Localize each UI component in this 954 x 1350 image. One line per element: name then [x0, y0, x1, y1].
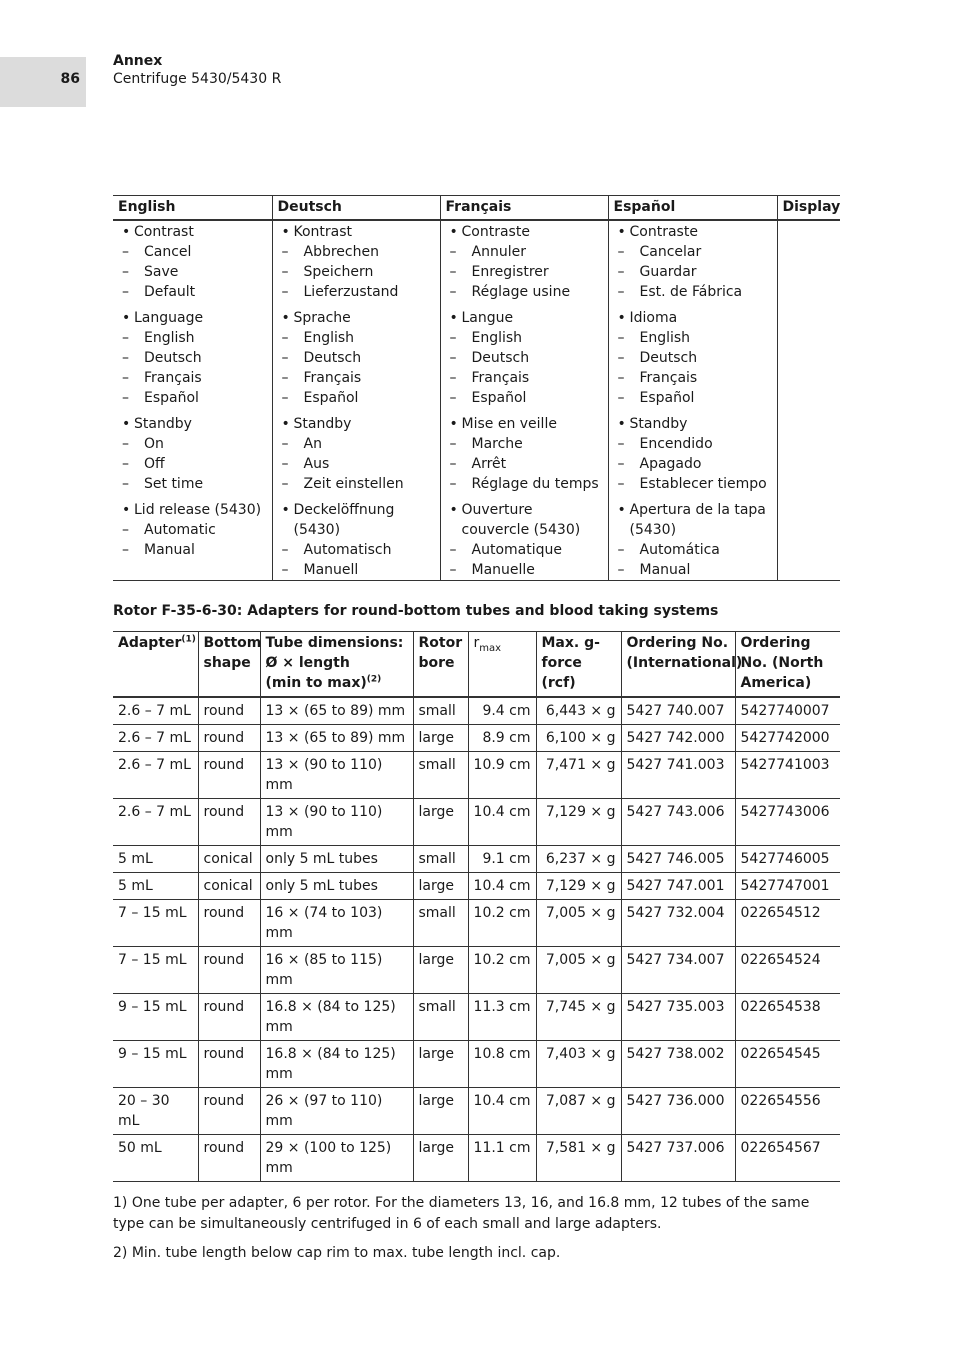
- menu-subitem: – Réglage usine: [450, 282, 603, 302]
- cell-bottom-shape: round: [198, 799, 260, 846]
- menu-item: • Sprache: [282, 308, 435, 328]
- cell-adapter: 2.6 – 7 mL: [113, 799, 198, 846]
- menu-item: • Contraste: [450, 222, 603, 242]
- cell-rmax: 10.9 cm: [468, 752, 536, 799]
- menu-subitem: – Deutsch: [618, 348, 772, 368]
- table-row: [113, 752, 840, 799]
- cell-rotor-bore: large: [413, 1135, 468, 1182]
- menu-subitem: – Est. de Fábrica: [618, 282, 772, 302]
- header-rotor-bore: Rotor bore: [413, 632, 468, 698]
- table-header-row: [113, 196, 840, 221]
- cell-adapter: 5 mL: [113, 873, 198, 900]
- footnote-ref-1: (1): [181, 634, 196, 645]
- menu-group: [618, 222, 772, 302]
- menu-item: • Language: [122, 308, 267, 328]
- rotor-section-title: Rotor F-35-6-30: Adapters for round-bottom tubes and blood taking systems: [113, 603, 719, 619]
- menu-group: [122, 308, 267, 408]
- header-display: Display: [782, 199, 841, 215]
- cell-ordering-na: 5427740007: [740, 703, 830, 719]
- cell-ordering-intl: 5427 747.001: [621, 873, 735, 900]
- cell-ordering-intl: 5427 742.000: [621, 725, 735, 752]
- cell-rotor-bore: large: [413, 873, 468, 900]
- menu-group: [450, 414, 603, 494]
- menu-subitem: – Français: [282, 368, 435, 388]
- cell-tube-dimensions: 29 × (100 to 125) mm: [260, 1135, 413, 1182]
- menu-subitem: – Set time: [122, 474, 267, 494]
- cell-max-gforce: 7,087 × g: [536, 1088, 621, 1135]
- cell-adapter: 7 – 15 mL: [113, 900, 198, 947]
- menu-item: • Lid release (5430): [122, 500, 267, 520]
- cell-tube-dimensions: only 5 mL tubes: [260, 846, 413, 873]
- menu-item: • Idioma: [618, 308, 772, 328]
- menu-group: [618, 500, 772, 580]
- menu-subitem: – Automática: [618, 540, 772, 560]
- menu-subitem: – Annuler: [450, 242, 603, 262]
- menu-subitem: – Abbrechen: [282, 242, 435, 262]
- cell-rmax: 9.1 cm: [468, 846, 536, 873]
- menu-group: [618, 414, 772, 494]
- table-row: [113, 220, 840, 581]
- lang-cell-0: [113, 220, 272, 581]
- cell-max-gforce: 7,129 × g: [536, 873, 621, 900]
- menu-subitem: – Automatique: [450, 540, 603, 560]
- table-header-row: [113, 632, 840, 698]
- cell-rotor-bore: small: [413, 752, 468, 799]
- cell-bottom-shape: round: [198, 900, 260, 947]
- table-row: [113, 994, 840, 1041]
- menu-subitem: – Français: [122, 368, 267, 388]
- cell-rmax: 10.4 cm: [468, 799, 536, 846]
- cell-ordering-intl: 5427 746.005: [621, 846, 735, 873]
- menu-subitem: – Manuell: [282, 560, 435, 580]
- cell-adapter: 20 – 30 mL: [113, 1088, 198, 1135]
- menu-subitem: – English: [122, 328, 267, 348]
- cell-max-gforce: 7,403 × g: [536, 1041, 621, 1088]
- cell-bottom-shape: round: [198, 697, 260, 725]
- cell-max-gforce: 7,745 × g: [536, 994, 621, 1041]
- cell-tube-dimensions: 13 × (90 to 110) mm: [260, 799, 413, 846]
- cell-tube-dimensions: 16.8 × (84 to 125) mm: [260, 994, 413, 1041]
- cell-ordering-intl: 5427 735.003: [621, 994, 735, 1041]
- cell-ordering-intl: 5427 736.000: [621, 1088, 735, 1135]
- menu-subitem: – Français: [450, 368, 603, 388]
- cell-rotor-bore: large: [413, 799, 468, 846]
- menu-subitem: – Manual: [618, 560, 772, 580]
- cell-rotor-bore: small: [413, 697, 468, 725]
- lang-cell-3: [608, 220, 777, 581]
- menu-subitem: – Deutsch: [122, 348, 267, 368]
- menu-subitem: – An: [282, 434, 435, 454]
- header-ordering-na: Ordering No. (North America): [740, 635, 824, 691]
- page-number: 86: [60, 71, 80, 87]
- menu-subitem: – Cancelar: [618, 242, 772, 262]
- cell-max-gforce: 7,005 × g: [536, 900, 621, 947]
- menu-subitem: – Manual: [122, 540, 267, 560]
- header-ordering-intl: Ordering No. (International): [621, 632, 735, 698]
- cell-rmax: 10.8 cm: [468, 1041, 536, 1088]
- cell-bottom-shape: round: [198, 752, 260, 799]
- cell-adapter: 2.6 – 7 mL: [113, 752, 198, 799]
- cell-max-gforce: 7,005 × g: [536, 947, 621, 994]
- cell-bottom-shape: round: [198, 1135, 260, 1182]
- cell-bottom-shape: round: [198, 725, 260, 752]
- header-subtitle: Centrifuge 5430/5430 R: [113, 71, 282, 87]
- menu-group: [282, 222, 435, 302]
- table-row: [113, 725, 840, 752]
- menu-item: • Standby: [618, 414, 772, 434]
- footnote-1: 1) One tube per adapter, 6 per rotor. For the diameters 13, 16, and 16.8 mm, 12 tubes of the same type can be simultaneously centrifuged in 6 of each small and large adapters.: [113, 1195, 810, 1232]
- menu-subitem: – On: [122, 434, 267, 454]
- cell-rmax: 8.9 cm: [468, 725, 536, 752]
- cell-rotor-bore: large: [413, 1041, 468, 1088]
- footnote-2: 2) Min. tube length below cap rim to max. tube length incl. cap.: [113, 1245, 561, 1261]
- cell-adapter: 7 – 15 mL: [113, 947, 198, 994]
- cell-adapter: 2.6 – 7 mL: [113, 725, 198, 752]
- menu-item: • Standby: [282, 414, 435, 434]
- cell-ordering-na: 022654545: [740, 1046, 821, 1062]
- cell-max-gforce: 6,237 × g: [536, 846, 621, 873]
- header-rmax: $r_{max}$: [468, 632, 536, 698]
- cell-rotor-bore: small: [413, 994, 468, 1041]
- menu-group: [450, 500, 603, 580]
- header-adapter: Adapter$^{(1)}$: [113, 632, 198, 698]
- display-cell: [777, 220, 840, 581]
- menu-subitem: – Speichern: [282, 262, 435, 282]
- cell-tube-dimensions: 16.8 × (84 to 125) mm: [260, 1041, 413, 1088]
- header-english: English: [113, 196, 272, 221]
- header-espanol: Español: [608, 196, 777, 221]
- cell-ordering-na: 022654524: [740, 952, 821, 968]
- menu-item: • Standby: [122, 414, 267, 434]
- cell-bottom-shape: conical: [198, 846, 260, 873]
- menu-subitem: – Español: [282, 388, 435, 408]
- cell-rotor-bore: small: [413, 846, 468, 873]
- menu-item: • Contraste: [618, 222, 772, 242]
- menu-group: [282, 414, 435, 494]
- menu-subitem: – Encendido: [618, 434, 772, 454]
- language-menu-table: [113, 195, 840, 581]
- cell-tube-dimensions: 26 × (97 to 110) mm: [260, 1088, 413, 1135]
- menu-subitem: – Deutsch: [282, 348, 435, 368]
- cell-rmax: 11.1 cm: [468, 1135, 536, 1182]
- menu-subitem: – Arrêt: [450, 454, 603, 474]
- menu-group: [122, 500, 267, 560]
- menu-subitem: – Aus: [282, 454, 435, 474]
- menu-group: [282, 308, 435, 408]
- lang-cell-2: [440, 220, 608, 581]
- menu-subitem: – Zeit einstellen: [282, 474, 435, 494]
- menu-subitem: – Réglage du temps: [450, 474, 603, 494]
- table-row: [113, 1041, 840, 1088]
- header-deutsch: Deutsch: [272, 196, 440, 221]
- cell-ordering-na: 5427746005: [740, 851, 830, 867]
- cell-ordering-intl: 5427 734.007: [621, 947, 735, 994]
- menu-group: [282, 500, 435, 580]
- menu-subitem: – Enregistrer: [450, 262, 603, 282]
- lang-cell-1: [272, 220, 440, 581]
- cell-rmax: 10.2 cm: [468, 947, 536, 994]
- header-title: Annex: [113, 53, 163, 69]
- menu-subitem: – English: [450, 328, 603, 348]
- header-bottom-shape: Bottom shape: [198, 632, 260, 698]
- menu-item: • Ouverture couvercle (5430): [450, 500, 603, 540]
- menu-group: [450, 308, 603, 408]
- cell-adapter: 2.6 – 7 mL: [113, 697, 198, 725]
- menu-subitem: – Deutsch: [450, 348, 603, 368]
- menu-subitem: – Establecer tiempo: [618, 474, 772, 494]
- menu-item: • Kontrast: [282, 222, 435, 242]
- menu-subitem: – Guardar: [618, 262, 772, 282]
- cell-ordering-na: 5427743006: [740, 804, 830, 820]
- cell-tube-dimensions: 16 × (74 to 103) mm: [260, 900, 413, 947]
- cell-adapter: 9 – 15 mL: [113, 994, 198, 1041]
- header-tube-dimensions: Tube dimensions: Ø × length (min to max)$^{(2)}$: [260, 632, 413, 698]
- table-row: [113, 947, 840, 994]
- cell-ordering-intl: 5427 743.006: [621, 799, 735, 846]
- rotor-adapter-table: [113, 631, 840, 1182]
- cell-ordering-na: 022654512: [740, 905, 821, 921]
- menu-subitem: – Default: [122, 282, 267, 302]
- header-francais: Français: [440, 196, 608, 221]
- menu-subitem: – Español: [450, 388, 603, 408]
- cell-ordering-intl: 5427 741.003: [621, 752, 735, 799]
- menu-subitem: – Marche: [450, 434, 603, 454]
- cell-max-gforce: 6,443 × g: [536, 697, 621, 725]
- cell-adapter: 50 mL: [113, 1135, 198, 1182]
- menu-subitem: – Apagado: [618, 454, 772, 474]
- table-row: [113, 799, 840, 846]
- cell-bottom-shape: conical: [198, 873, 260, 900]
- cell-ordering-intl: 5427 740.007: [621, 697, 735, 725]
- menu-group: [618, 308, 772, 408]
- menu-item: • Mise en veille: [450, 414, 603, 434]
- cell-rmax: 10.4 cm: [468, 1088, 536, 1135]
- table-row: [113, 1135, 840, 1182]
- cell-tube-dimensions: 13 × (65 to 89) mm: [260, 697, 413, 725]
- cell-rotor-bore: large: [413, 1088, 468, 1135]
- menu-subitem: – Automatic: [122, 520, 267, 540]
- menu-subitem: – English: [618, 328, 772, 348]
- cell-max-gforce: 7,471 × g: [536, 752, 621, 799]
- cell-rmax: 9.4 cm: [468, 697, 536, 725]
- cell-adapter: 5 mL: [113, 846, 198, 873]
- menu-subitem: – Français: [618, 368, 772, 388]
- menu-group: [450, 222, 603, 302]
- cell-ordering-na: 022654538: [740, 999, 821, 1015]
- table-row: [113, 846, 840, 873]
- cell-rotor-bore: large: [413, 725, 468, 752]
- menu-subitem: – Español: [618, 388, 772, 408]
- table-row: [113, 873, 840, 900]
- table-row: [113, 1088, 840, 1135]
- cell-ordering-intl: 5427 732.004: [621, 900, 735, 947]
- table-row: [113, 697, 840, 725]
- cell-bottom-shape: round: [198, 947, 260, 994]
- table-row: [113, 900, 840, 947]
- footnote-ref-2: (2): [366, 674, 382, 685]
- cell-ordering-na: 5427741003: [740, 757, 830, 773]
- menu-item: • Langue: [450, 308, 603, 328]
- cell-bottom-shape: round: [198, 994, 260, 1041]
- cell-tube-dimensions: 16 × (85 to 115) mm: [260, 947, 413, 994]
- header-max-gforce: Max. g-force (rcf): [536, 632, 621, 698]
- cell-rotor-bore: large: [413, 947, 468, 994]
- menu-subitem: – Español: [122, 388, 267, 408]
- cell-adapter: 9 – 15 mL: [113, 1041, 198, 1088]
- cell-bottom-shape: round: [198, 1088, 260, 1135]
- cell-tube-dimensions: 13 × (90 to 110) mm: [260, 752, 413, 799]
- menu-group: [122, 222, 267, 302]
- menu-subitem: – Automatisch: [282, 540, 435, 560]
- cell-ordering-intl: 5427 738.002: [621, 1041, 735, 1088]
- menu-subitem: – English: [282, 328, 435, 348]
- cell-rmax: 10.4 cm: [468, 873, 536, 900]
- menu-subitem: – Off: [122, 454, 267, 474]
- cell-max-gforce: 7,581 × g: [536, 1135, 621, 1182]
- menu-item: • Apertura de la tapa (5430): [618, 500, 772, 540]
- menu-subitem: – Lieferzustand: [282, 282, 435, 302]
- cell-ordering-intl: 5427 737.006: [621, 1135, 735, 1182]
- cell-ordering-na: 022654567: [740, 1140, 821, 1156]
- cell-tube-dimensions: 13 × (65 to 89) mm: [260, 725, 413, 752]
- cell-rotor-bore: small: [413, 900, 468, 947]
- menu-item: • Deckelöffnung (5430): [282, 500, 435, 540]
- cell-ordering-na: 022654556: [740, 1093, 821, 1109]
- cell-bottom-shape: round: [198, 1041, 260, 1088]
- cell-rmax: 11.3 cm: [468, 994, 536, 1041]
- cell-ordering-na: 5427747001: [740, 878, 830, 894]
- menu-group: [122, 414, 267, 494]
- cell-tube-dimensions: only 5 mL tubes: [260, 873, 413, 900]
- cell-max-gforce: 7,129 × g: [536, 799, 621, 846]
- menu-subitem: – Cancel: [122, 242, 267, 262]
- menu-subitem: – Save: [122, 262, 267, 282]
- cell-ordering-na: 5427742000: [740, 730, 830, 746]
- cell-max-gforce: 6,100 × g: [536, 725, 621, 752]
- menu-item: • Contrast: [122, 222, 267, 242]
- menu-subitem: – Manuelle: [450, 560, 603, 580]
- cell-rmax: 10.2 cm: [468, 900, 536, 947]
